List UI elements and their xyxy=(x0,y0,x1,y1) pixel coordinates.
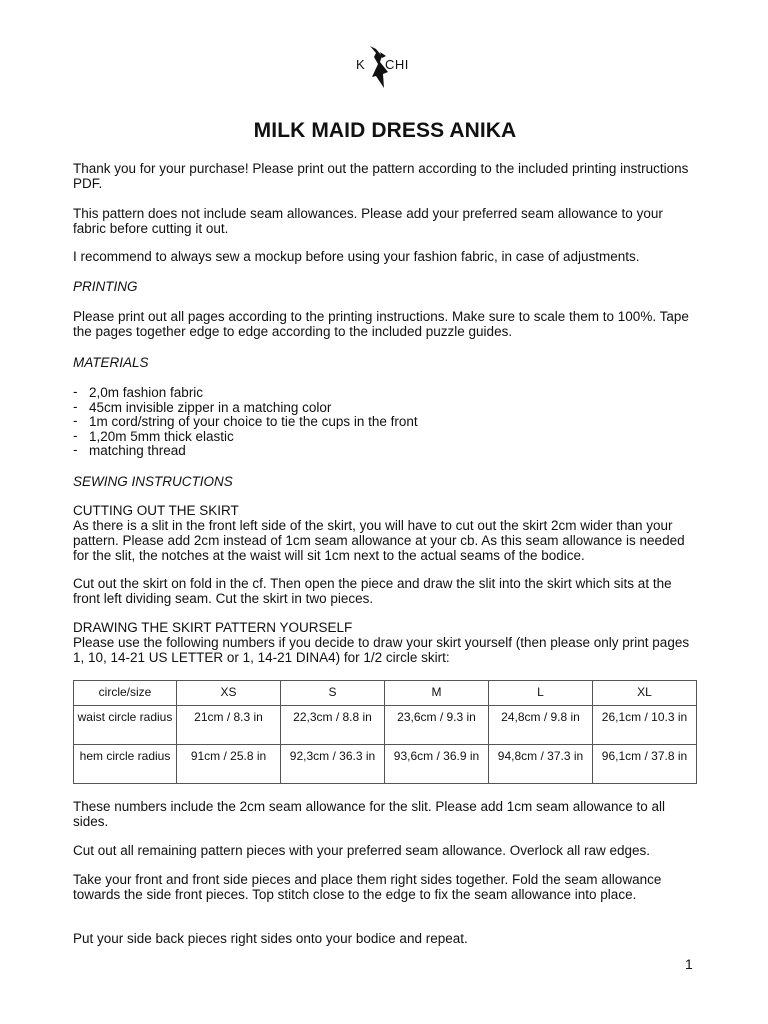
table-header-row xyxy=(74,681,697,706)
cutting-text-2: Cut out the skirt on fold in the cf. Then open the piece and draw the slit into the skirt which sits at the front left dividing seam. Cut the skirt in two pieces. xyxy=(73,576,672,606)
skirt-size-table xyxy=(73,680,697,784)
page-number: 1 xyxy=(685,956,693,972)
table-header-cell: L xyxy=(489,681,593,706)
after-table-paragraph-1: These numbers include the 2cm seam allowance for the slit. Please add 1cm seam allowance to all sides. xyxy=(73,799,666,829)
printing-heading: PRINTING xyxy=(73,279,138,294)
sewing-heading: SEWING INSTRUCTIONS xyxy=(73,474,233,489)
table-row xyxy=(74,706,697,745)
drawing-text: Please use the following numbers if you decide to draw your skirt yourself (then please only print pages 1, 10, 14-21 US LETTER or 1, 14-21 DINA4) for 1/2 circle skirt: xyxy=(73,635,690,665)
table-cell: hem circle radius xyxy=(74,745,177,784)
table-cell: 91cm / 25.8 in xyxy=(177,745,281,784)
table-cell: 96,1cm / 37.8 in xyxy=(593,745,697,784)
table-cell: 21cm / 8.3 in xyxy=(177,706,281,745)
table-header-cell: XL xyxy=(593,681,697,706)
materials-list xyxy=(73,386,418,459)
table-header-cell: circle/size xyxy=(74,681,177,706)
table-cell: 22,3cm / 8.8 in xyxy=(281,706,385,745)
after-table-paragraph-3: Take your front and front side pieces and place them right sides together. Fold the seam allowance towards the side front pieces. Top stitch close to the edge to fix the seam allowance into place. xyxy=(73,872,662,902)
list-item: - 1,20m 5mm thick elastic xyxy=(73,430,418,445)
table-row xyxy=(74,745,697,784)
list-item: - 45cm invisible zipper in a matching color xyxy=(73,401,418,416)
document-page xyxy=(73,0,697,1024)
document-title: MILK MAID DRESS ANIKA xyxy=(253,119,517,142)
table-cell: 92,3cm / 36.3 in xyxy=(281,745,385,784)
table-cell: 93,6cm / 36.9 in xyxy=(385,745,489,784)
intro-paragraph-2: This pattern does not include seam allowances. Please add your preferred seam allowance to your fabric before cutting it out. xyxy=(73,206,663,236)
after-table-paragraph-2: Cut out all remaining pattern pieces with your preferred seam allowance. Overlock all raw edges. xyxy=(73,843,651,858)
intro-paragraph-3: I recommend to always sew a mockup before using your fashion fabric, in case of adjustments. xyxy=(73,249,640,264)
list-item: - 1m cord/string of your choice to tie the cups in the front xyxy=(73,415,418,430)
cutting-text: As there is a slit in the front left side of the skirt, you will have to cut out the skirt 2cm wider than your pattern. Please add 2cm instead of 1cm seam allowance at your cb. As this seam allowance is needed for the slit, the notches at the waist will sit 1cm next to the actual seams of the bodice. xyxy=(73,518,685,563)
table-header-cell: XS xyxy=(177,681,281,706)
list-item: - matching thread xyxy=(73,444,418,459)
list-item: - 2,0m fashion fabric xyxy=(73,386,418,401)
printing-text: Please print out all pages according to the printing instructions. Make sure to scale them to 100%. Tape the pages together edge to edge according to the included puzzle guides. xyxy=(73,309,689,339)
table-cell: 24,8cm / 9.8 in xyxy=(489,706,593,745)
table-cell: waist circle radius xyxy=(74,706,177,745)
table-cell: 23,6cm / 9.3 in xyxy=(385,706,489,745)
drawing-heading: DRAWING THE SKIRT PATTERN YOURSELF xyxy=(73,620,353,635)
table-cell: 26,1cm / 10.3 in xyxy=(593,706,697,745)
cutting-heading: CUTTING OUT THE SKIRT xyxy=(73,503,239,518)
after-table-paragraph-4: Put your side back pieces right sides onto your bodice and repeat. xyxy=(73,931,468,946)
table-header-cell: M xyxy=(385,681,489,706)
materials-heading: MATERIALS xyxy=(73,355,149,370)
table-cell: 94,8cm / 37.3 in xyxy=(489,745,593,784)
brand-logo: K CHI xyxy=(356,44,426,92)
intro-paragraph-1: Thank you for your purchase! Please print out the pattern according to the included printing instructions PDF. xyxy=(73,161,689,191)
table-header-cell: S xyxy=(281,681,385,706)
